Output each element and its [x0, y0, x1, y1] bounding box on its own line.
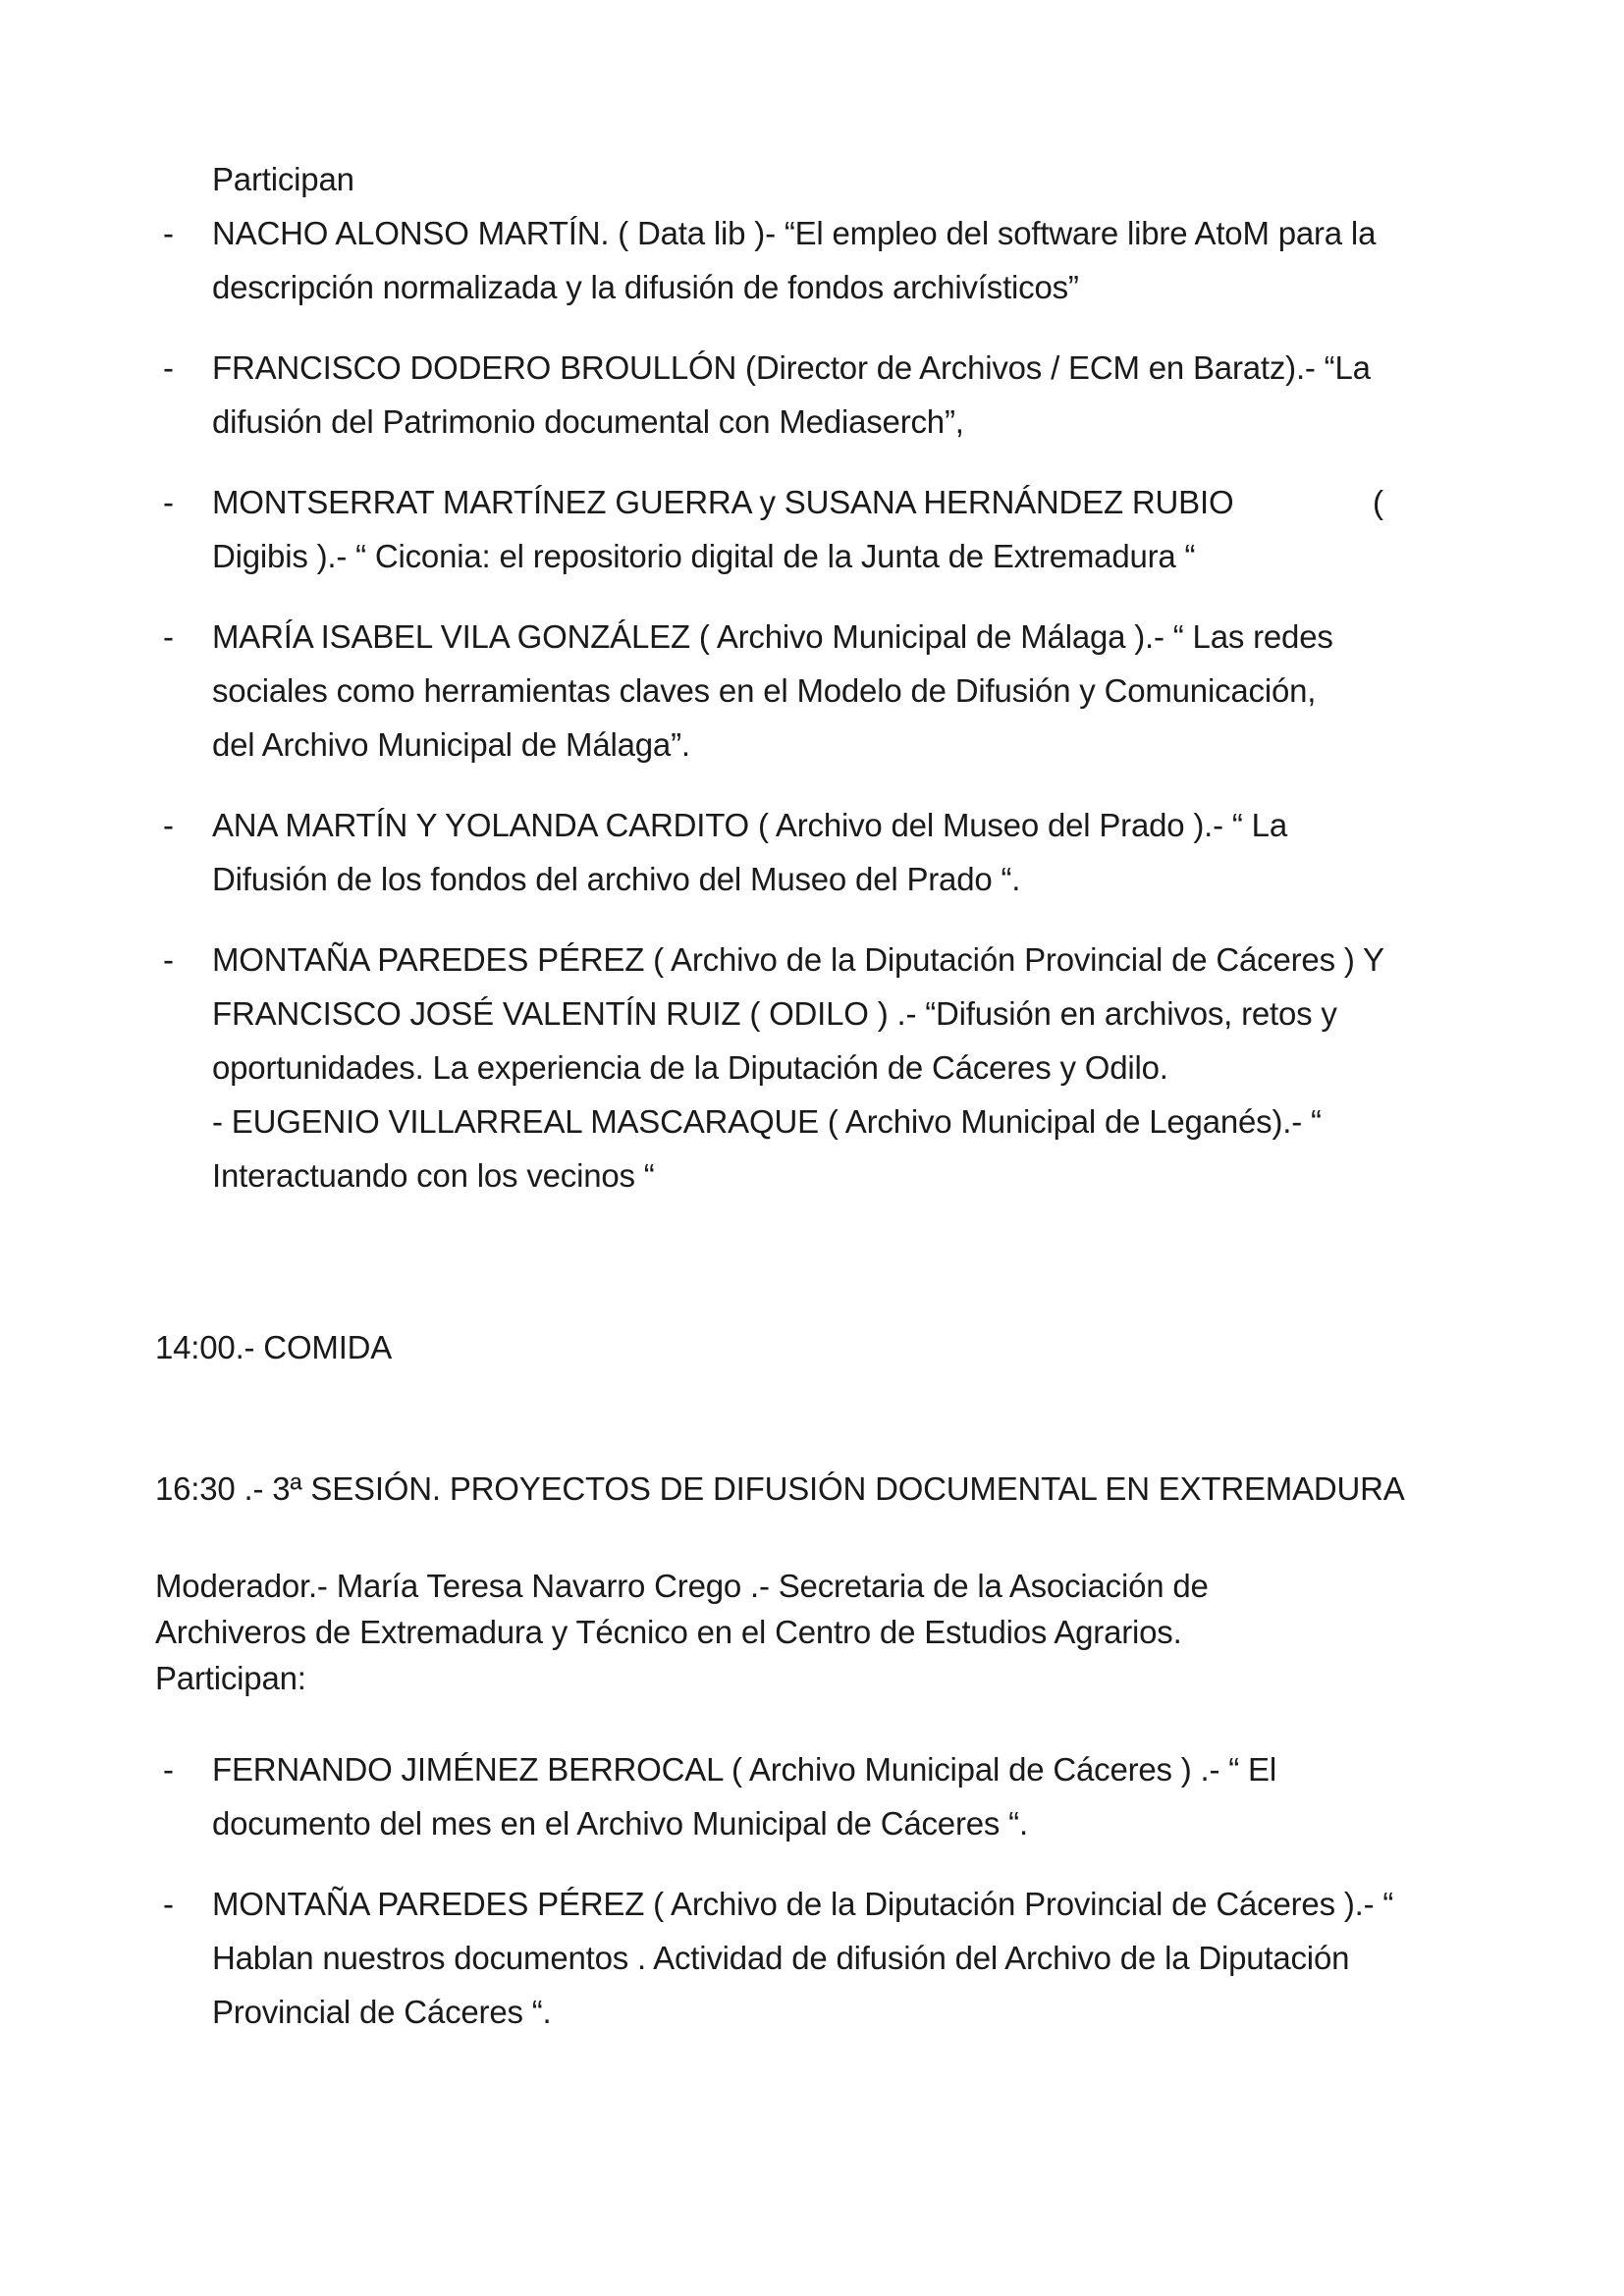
bullet-dash: -	[163, 807, 174, 843]
item-line: ANA MARTÍN Y YOLANDA CARDITO ( Archivo del Museo del Prado ).- “ La	[212, 807, 1287, 843]
participants-label: Participan:	[155, 1660, 306, 1696]
lunch-line: 14:00.- COMIDA	[155, 1329, 393, 1365]
bullet-dash: -	[163, 1751, 174, 1788]
item-line: Difusión de los fondos del archivo del Museo del Prado “.	[212, 861, 1021, 897]
item-line: MONTSERRAT MARTÍNEZ GUERRA y SUSANA HERNÁNDEZ RUBIO	[212, 484, 1234, 520]
bullet-dash: -	[163, 618, 174, 655]
item-line: Digibis ).- “ Ciconia: el repositorio digital de la Junta de Extremadura “	[212, 538, 1196, 574]
moderator-line: Moderador.- María Teresa Navarro Crego .- Secretaria de la Asociación de	[155, 1568, 1209, 1604]
item-line: del Archivo Municipal de Málaga”.	[212, 726, 690, 763]
session3-title: 16:30 .- 3ª SESIÓN. PROYECTOS DE DIFUSIÓN DOCUMENTAL EN EXTREMADURA	[155, 1470, 1405, 1507]
item-line: - EUGENIO VILLARREAL MASCARAQUE ( Archivo Municipal de Leganés).- “	[212, 1103, 1322, 1140]
item-line: descripción normalizada y la difusión de fondos archivísticos”	[212, 269, 1079, 305]
bullet-dash: -	[163, 349, 174, 386]
bullet-dash: -	[163, 215, 174, 251]
item-line: documento del mes en el Archivo Municipal de Cáceres “.	[212, 1805, 1028, 1842]
bullet-dash: -	[163, 484, 174, 520]
item-line: FERNANDO JIMÉNEZ BERROCAL ( Archivo Municipal de Cáceres ) .- “ El	[212, 1751, 1276, 1788]
item-line: MONTAÑA PAREDES PÉREZ ( Archivo de la Diputación Provincial de Cáceres ).- “	[212, 1886, 1394, 1922]
item-line: NACHO ALONSO MARTÍN. ( Data lib )- “El empleo del software libre AtoM para la	[212, 215, 1377, 251]
item-line: MONTAÑA PAREDES PÉREZ ( Archivo de la Diputación Provincial de Cáceres ) Y	[212, 941, 1384, 978]
item-line: difusión del Patrimonio documental con Mediaserch”,	[212, 403, 964, 440]
moderator-line: Archiveros de Extremadura y Técnico en el Centro de Estudios Agrarios.	[155, 1614, 1182, 1650]
item-line: FRANCISCO JOSÉ VALENTÍN RUIZ ( ODILO ) .- “Difusión en archivos, retos y	[212, 995, 1337, 1032]
item-line: MARÍA ISABEL VILA GONZÁLEZ ( Archivo Municipal de Málaga ).- “ Las redes	[212, 618, 1333, 655]
item-line: oportunidades. La experiencia de la Diputación de Cáceres y Odilo.	[212, 1049, 1168, 1086]
item-line: Provincial de Cáceres “.	[212, 1994, 552, 2030]
bullet-dash: -	[163, 941, 174, 978]
item-line: Hablan nuestros documentos . Actividad de difusión del Archivo de la Diputación	[212, 1940, 1350, 1976]
participants-heading: Participan	[212, 161, 354, 197]
item-line: FRANCISCO DODERO BROULLÓN (Director de Archivos / ECM en Baratz).- “La	[212, 349, 1371, 386]
trailing-paren: (	[1373, 484, 1383, 520]
item-line: Interactuando con los vecinos “	[212, 1157, 655, 1194]
bullet-dash: -	[163, 1886, 174, 1922]
item-line: sociales como herramientas claves en el Modelo de Difusión y Comunicación,	[212, 672, 1317, 709]
